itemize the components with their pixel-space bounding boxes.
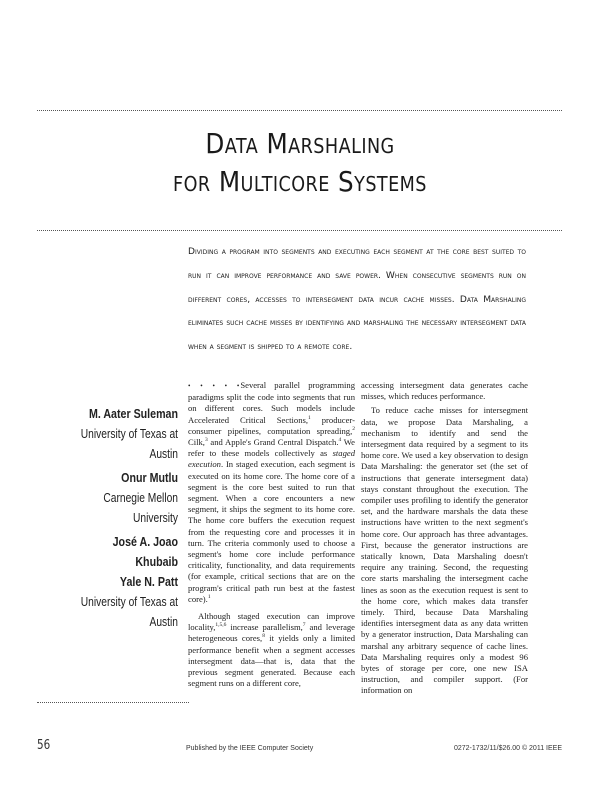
title-line-2: for Multicore Systems xyxy=(173,165,427,198)
page-number: 56 xyxy=(37,738,51,753)
title-line-1: Data Marshaling xyxy=(205,127,395,160)
bullet-ornament: • • • • • xyxy=(188,382,241,390)
footer-divider xyxy=(37,702,189,703)
author-affiliation: Carnegie Mellon University xyxy=(103,491,178,525)
top-divider xyxy=(37,110,562,111)
author-name: Khubaib xyxy=(135,554,178,569)
title-divider xyxy=(37,230,562,231)
author-name: José A. Joao xyxy=(112,534,178,549)
author-affiliation: University of Texas at Austin xyxy=(80,427,178,461)
copyright-line: 0272-1732/11/$26.00 © 2011 IEEE xyxy=(453,745,562,752)
article-title xyxy=(0,125,600,201)
paragraph: Although staged execution can improve locality,$^{1,5,6}$ increase parallelism,$^7$ and leverage heterogeneous cores,$^8$ it yields only a limited performance benefit when a segment accesses intersegment data—that is, data that the previous segment generated. Because each segment runs on a different core, xyxy=(188,611,356,689)
author-name: Yale N. Patt xyxy=(119,574,178,589)
abstract: Dividing a program into segments and executing each segment at the core best suited to run it can improve performance and save power. When consecutive segments run on different cores, accesses to intersegment data incur cache misses. Data Marshaling eliminates such cache misses by identifying and marshaling the necessary intersegment data when a segment is shipped to a remote core. xyxy=(188,247,526,353)
author-list xyxy=(30,404,178,632)
paragraph: To reduce cache misses for intersegment data, we propose Data Marshaling, a mechanism to identify and send the intersegment data required by a segment to its home core. We used a key observation to design Data Marshaling: the generator set (the set of instructions that generate intersegment data) stays constant throughout the execution. The compiler uses profiling to identify the generator set, and the hardware marshals the data these instructions have written to the next segment's home core. Our approach has three advantages. First, because the generator instructions are statically known, Data Marshaling doesn't require any training. Second, the requesting core starts marshaling the intersegment cache lines as soon as the execution request is sent to the home core, which makes data transfer timely. Third, because Data Marshaling identifies intersegment data as any data written by a generator instruction, Data Marshaling can marshal any arbitrary sequence of cache lines. Data Marshaling requires only a modest 96 bytes of storage per core, one new ISA instruction, and compiler support. (For information on xyxy=(361,405,528,696)
author-name: M. Aater Suleman xyxy=(88,406,178,421)
body-column-1 xyxy=(188,380,355,689)
paragraph: accessing intersegment data generates cache misses, which reduces performance. xyxy=(361,380,528,402)
author-affiliation: University of Texas at Austin xyxy=(80,595,178,629)
body-column-2 xyxy=(361,380,528,697)
author-name: Onur Mutlu xyxy=(121,470,178,485)
paragraph: • • • • •Several parallel programming paradigms split the code into segments that run on different cores. Such models include Accelerated Critical Sections,$^1$ producer-consumer pipelines, computation spreading,$^2$ Cilk,$^3$ and Apple's Grand Central Dispatch.$^4$ We refer to these models collectively as staged execution. In staged execution, each segment is executed on its home core. The home core of a segment is the core best suited to run that segment. When a core encounters a new segment, it ships the segment to its home core. The home core buffers the execution request from the requesting core and processes it in turn. The criteria commonly used to choose a segment's home core include performance criticality, functionality, and data requirements (for example, critical sections that are on the program's critical path run best at the fastest core).$^1$ xyxy=(188,380,355,604)
publisher-line: Published by the IEEE Computer Society xyxy=(186,745,314,752)
